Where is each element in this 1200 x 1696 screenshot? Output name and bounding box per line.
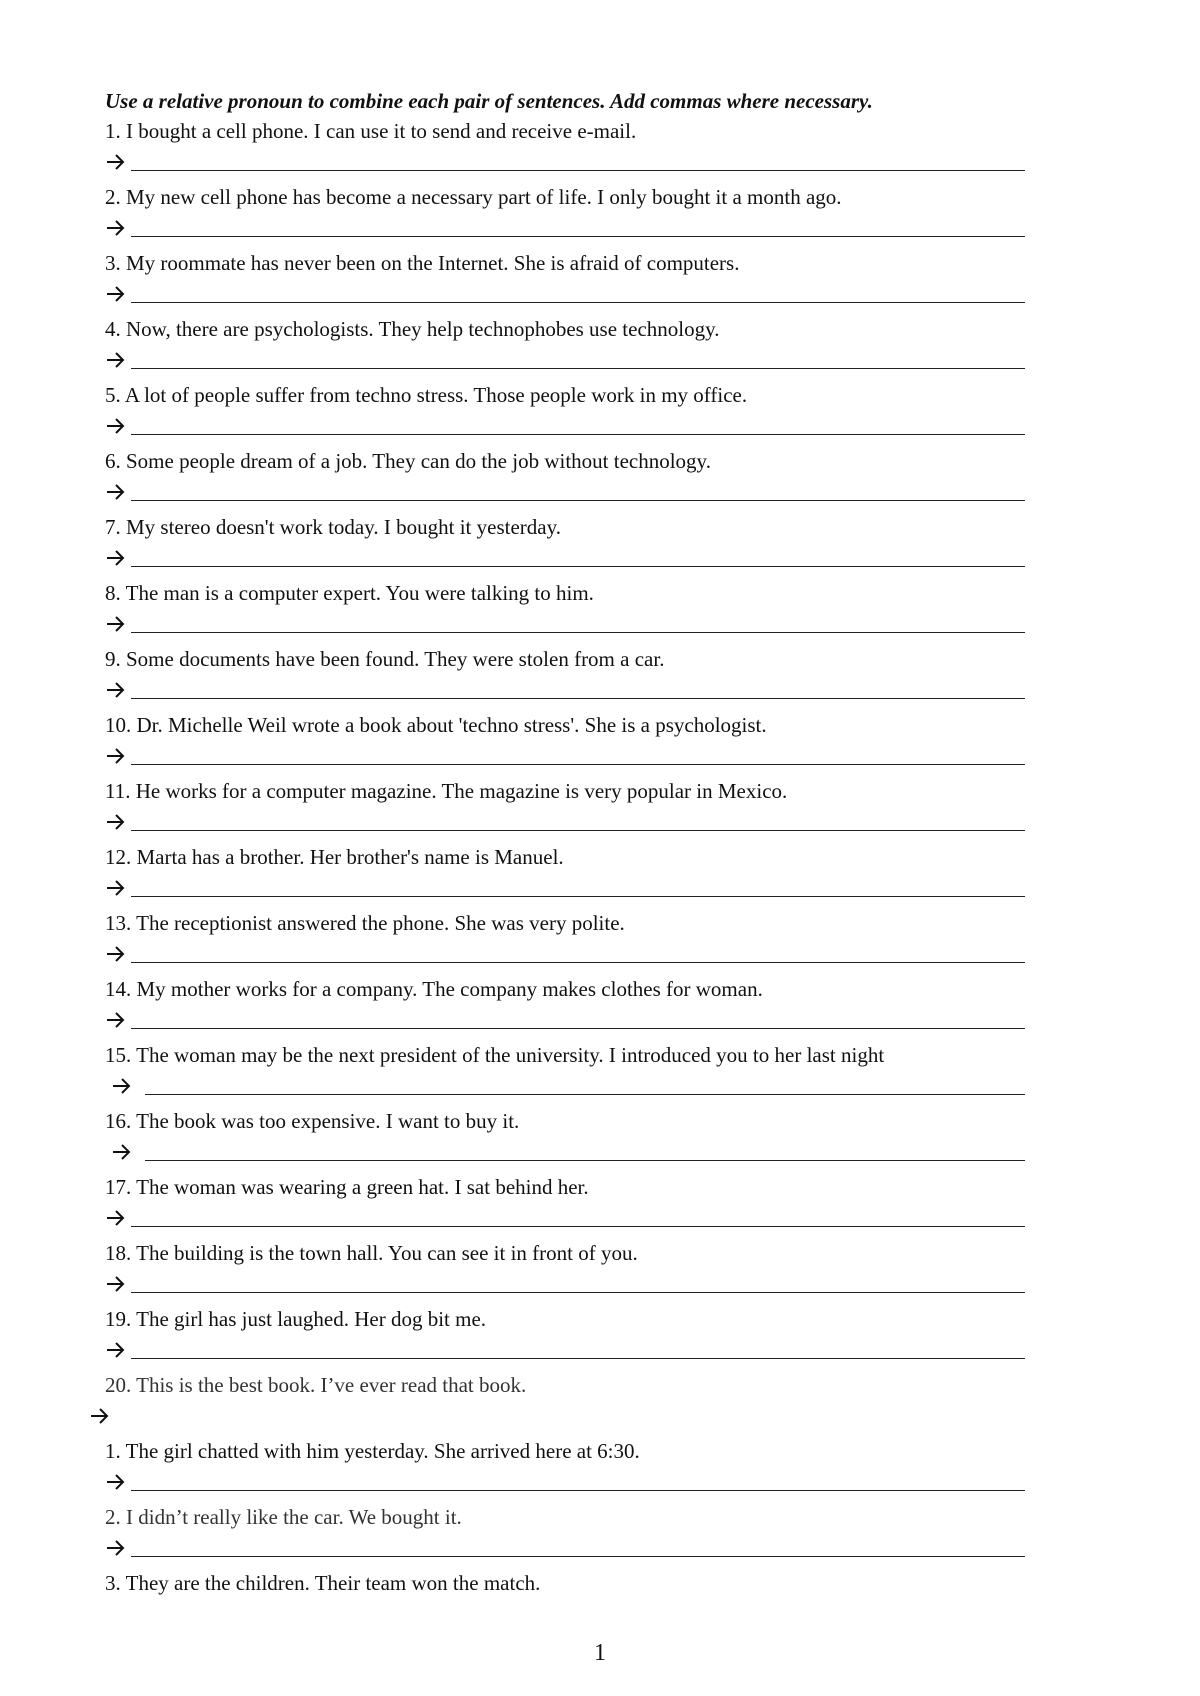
- answer-blank[interactable]: [131, 632, 1025, 633]
- answer-line-9[interactable]: [105, 674, 1025, 710]
- answer-line-13[interactable]: [105, 938, 1025, 974]
- question-17: 17. The woman was wearing a green hat. I sat behind her.: [105, 1175, 589, 1199]
- answer-blank[interactable]: [131, 566, 1025, 567]
- answer-blank[interactable]: [131, 1490, 1025, 1491]
- answer-blank[interactable]: [131, 1226, 1025, 1227]
- right-arrow-icon: [105, 878, 127, 898]
- answer-blank[interactable]: [131, 1292, 1025, 1293]
- question-b2: 2. I didn’t really like the car. We bought it.: [105, 1505, 462, 1529]
- answer-line-4[interactable]: [105, 344, 1025, 380]
- right-arrow-icon: [105, 1472, 127, 1492]
- right-arrow-icon: [105, 482, 127, 502]
- answer-blank[interactable]: [131, 368, 1025, 369]
- right-arrow-icon: [89, 1406, 111, 1426]
- question-b3: 3. They are the children. Their team won the match.: [105, 1571, 541, 1595]
- answer-blank[interactable]: [131, 170, 1025, 171]
- answer-line-14[interactable]: [105, 1004, 1025, 1040]
- question-3: 3. My roommate has never been on the Internet. She is afraid of computers.: [105, 251, 740, 275]
- question-4: 4. Now, there are psychologists. They help technophobes use technology.: [105, 317, 720, 341]
- answer-blank[interactable]: [131, 236, 1025, 237]
- answer-blank[interactable]: [145, 1094, 1025, 1095]
- right-arrow-icon: [105, 944, 127, 964]
- answer-line-16[interactable]: [105, 1136, 1025, 1172]
- answer-blank[interactable]: [131, 500, 1025, 501]
- instructions: Use a relative pronoun to combine each pair of sentences. Add commas where necessary.: [105, 89, 873, 113]
- question-2: 2. My new cell phone has become a necessary part of life. I only bought it a month ago.: [105, 185, 842, 209]
- right-arrow-icon: [105, 548, 127, 568]
- question-14: 14. My mother works for a company. The company makes clothes for woman.: [105, 977, 763, 1001]
- answer-line-8[interactable]: [105, 608, 1025, 644]
- answer-blank[interactable]: [131, 962, 1025, 963]
- answer-line-18[interactable]: [105, 1268, 1025, 1304]
- right-arrow-icon: [105, 416, 127, 436]
- right-arrow-icon: [105, 152, 127, 172]
- right-arrow-icon: [105, 350, 127, 370]
- answer-line-10[interactable]: [105, 740, 1025, 776]
- answer-line-17[interactable]: [105, 1202, 1025, 1238]
- answer-line-7[interactable]: [105, 542, 1025, 578]
- right-arrow-icon: [105, 812, 127, 832]
- answer-line-19[interactable]: [105, 1334, 1025, 1370]
- right-arrow-icon: [105, 1340, 127, 1360]
- answer-blank[interactable]: [131, 302, 1025, 303]
- answer-blank[interactable]: [131, 764, 1025, 765]
- question-15: 15. The woman may be the next president of the university. I introduced you to her last night: [105, 1043, 885, 1067]
- right-arrow-icon: [105, 614, 127, 634]
- question-20: 20. This is the best book. I’ve ever read that book.: [105, 1373, 527, 1397]
- right-arrow-icon: [105, 284, 127, 304]
- question-b1: 1. The girl chatted with him yesterday. She arrived here at 6:30.: [105, 1439, 640, 1463]
- answer-blank[interactable]: [131, 698, 1025, 699]
- question-7: 7. My stereo doesn't work today. I bought it yesterday.: [105, 515, 561, 539]
- question-13: 13. The receptionist answered the phone. She was very polite.: [105, 911, 625, 935]
- answer-line-11[interactable]: [105, 806, 1025, 842]
- answer-blank[interactable]: [131, 1028, 1025, 1029]
- answer-line-20[interactable]: [105, 1400, 1025, 1436]
- question-16: 16. The book was too expensive. I want to buy it.: [105, 1109, 520, 1133]
- question-10: 10. Dr. Michelle Weil wrote a book about 'techno stress'. She is a psychologist.: [105, 713, 767, 737]
- worksheet: [105, 86, 1025, 1598]
- question-11: 11. He works for a computer magazine. The magazine is very popular in Mexico.: [105, 779, 788, 803]
- answer-line-3[interactable]: [105, 278, 1025, 314]
- right-arrow-icon: [111, 1076, 133, 1096]
- right-arrow-icon: [105, 746, 127, 766]
- answer-line-6[interactable]: [105, 476, 1025, 512]
- question-18: 18. The building is the town hall. You can see it in front of you.: [105, 1241, 638, 1265]
- answer-line-b1[interactable]: [105, 1466, 1025, 1502]
- question-5: 5. A lot of people suffer from techno stress. Those people work in my office.: [105, 383, 748, 407]
- right-arrow-icon: [105, 1538, 127, 1558]
- question-1: 1. I bought a cell phone. I can use it to send and receive e-mail.: [105, 119, 637, 143]
- answer-blank[interactable]: [131, 830, 1025, 831]
- question-12: 12. Marta has a brother. Her brother's name is Manuel.: [105, 845, 564, 869]
- answer-blank[interactable]: [131, 1358, 1025, 1359]
- right-arrow-icon: [105, 1010, 127, 1030]
- answer-line-1[interactable]: [105, 146, 1025, 182]
- answer-line-12[interactable]: [105, 872, 1025, 908]
- right-arrow-icon: [105, 1208, 127, 1228]
- answer-line-15[interactable]: [105, 1070, 1025, 1106]
- question-8: 8. The man is a computer expert. You were talking to him.: [105, 581, 594, 605]
- answer-line-2[interactable]: [105, 212, 1025, 248]
- answer-line-b2[interactable]: [105, 1532, 1025, 1568]
- page-number: 1: [594, 1640, 606, 1666]
- answer-blank[interactable]: [131, 896, 1025, 897]
- question-9: 9. Some documents have been found. They were stolen from a car.: [105, 647, 665, 671]
- right-arrow-icon: [105, 680, 127, 700]
- question-19: 19. The girl has just laughed. Her dog bit me.: [105, 1307, 487, 1331]
- right-arrow-icon: [111, 1142, 133, 1162]
- answer-line-5[interactable]: [105, 410, 1025, 446]
- answer-blank[interactable]: [145, 1160, 1025, 1161]
- right-arrow-icon: [105, 1274, 127, 1294]
- answer-blank[interactable]: [131, 1556, 1025, 1557]
- question-6: 6. Some people dream of a job. They can do the job without technology.: [105, 449, 711, 473]
- answer-blank[interactable]: [131, 434, 1025, 435]
- right-arrow-icon: [105, 218, 127, 238]
